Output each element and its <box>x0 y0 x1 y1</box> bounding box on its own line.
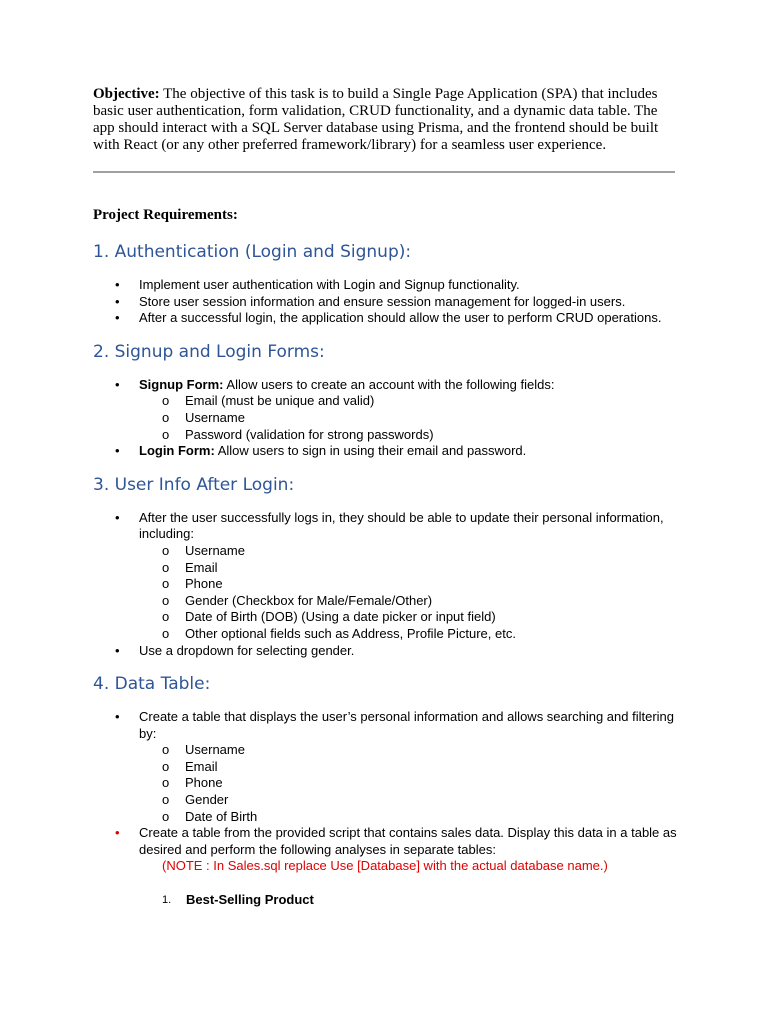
section-4-heading: 4. Data Table: <box>93 674 211 695</box>
circle-bullet-icon: o <box>162 393 170 409</box>
circle-bullet-icon: o <box>162 792 170 808</box>
bullet-icon: • <box>115 709 120 725</box>
section-3-list <box>93 510 677 543</box>
list-item: • Store user session information and ensure session management for logged-in users. <box>115 293 626 309</box>
section-2-list <box>93 377 677 394</box>
list-item: o Phone <box>162 576 223 592</box>
list-item: o Phone <box>162 775 223 791</box>
document-page <box>93 86 677 909</box>
section-1-list <box>93 277 677 327</box>
sales-list <box>93 825 677 858</box>
list-item: o Email (must be unique and valid) <box>162 393 375 409</box>
signup-form-label: Signup Form: <box>139 376 224 392</box>
login-list <box>93 443 677 460</box>
bullet-icon: • <box>115 642 120 658</box>
list-item: • Create a table that displays the user’s personal information and allows searching and filtering by: <box>115 709 674 741</box>
circle-bullet-icon: o <box>162 576 170 592</box>
red-bullet-icon: • <box>115 825 120 841</box>
bullet-icon: • <box>115 277 120 292</box>
objective-text: The objective of this task is to build a Single Page Application (SPA) that includes basic user authentication, form validation, CRUD functionality, and a dynamic data table. The app should interact with a SQL Server database using Prisma, and the frontend should be built with React (or any other preferred framework/library) for a seamless user experience. <box>93 86 659 153</box>
circle-bullet-icon: o <box>162 808 170 824</box>
section-1-heading: 1. Authentication (Login and Signup): <box>93 242 412 262</box>
list-item: o Date of Birth <box>162 808 258 824</box>
list-item: o Other optional fields such as Address, Profile Picture, etc. <box>162 625 516 641</box>
bullet-icon: • <box>115 293 120 309</box>
circle-bullet-icon: o <box>162 542 170 558</box>
circle-bullet-icon: o <box>162 742 170 758</box>
objective-label: Objective: <box>93 86 160 102</box>
list-item <box>93 892 677 909</box>
list-item: o Username <box>162 742 245 758</box>
circle-bullet-icon: o <box>162 625 170 641</box>
bullet-icon: • <box>115 376 120 392</box>
list-item: o Gender (Checkbox for Male/Female/Other) <box>162 592 433 608</box>
user-info-fields-list <box>93 543 677 643</box>
section-3-heading: 3. User Info After Login: <box>93 474 295 495</box>
analyses-list <box>93 892 677 909</box>
signup-fields-list <box>93 393 677 443</box>
circle-bullet-icon: o <box>162 592 170 608</box>
circle-bullet-icon: o <box>162 426 170 442</box>
list-item: o Email <box>162 559 218 575</box>
dropdown-list <box>93 643 677 660</box>
list-item: o Gender <box>162 792 229 808</box>
section-2-heading: 2. Signup and Login Forms: <box>93 341 325 362</box>
list-item: • After a successful login, the application should allow the user to perform CRUD operations. <box>115 310 662 326</box>
list-number: 1. <box>162 894 172 907</box>
list-item: • Login Form: Allow users to sign in using their email and password. <box>115 443 527 459</box>
horizontal-rule <box>93 171 675 173</box>
circle-bullet-icon: o <box>162 758 170 774</box>
sales-note: (NOTE : In Sales.sql replace Use [Database] with the actual database name.) <box>162 858 608 874</box>
login-form-label: Login Form: <box>139 443 215 459</box>
bullet-icon: • <box>115 443 120 459</box>
analysis-label: Best-Selling Product <box>186 892 314 908</box>
list-item: o Password (validation for strong passwords) <box>162 426 434 442</box>
list-item: o Date of Birth (DOB) (Using a date picker or input field) <box>162 609 496 625</box>
circle-bullet-icon: o <box>162 559 170 575</box>
circle-bullet-icon: o <box>162 609 170 625</box>
circle-bullet-icon: o <box>162 775 170 791</box>
list-item: o Username <box>162 542 245 558</box>
circle-bullet-icon: o <box>162 409 170 425</box>
section-4-list <box>93 709 677 742</box>
list-item: o Username <box>162 409 245 425</box>
list-item: o Email <box>162 758 218 774</box>
list-item: • Implement user authentication with Login and Signup functionality. <box>115 277 520 292</box>
list-item: • After the user successfully logs in, they should be able to update their personal information, including: <box>115 509 664 542</box>
list-item: • Use a dropdown for selecting gender. <box>115 642 355 658</box>
data-table-fields-list <box>93 742 677 825</box>
list-item: • Signup Form: Allow users to create an account with the following fields: <box>115 376 555 392</box>
requirements-title: Project Requirements: <box>93 207 238 223</box>
list-item: • Create a table from the provided script that contains sales data. Display this data in a table as desired and perform the following analyses in separate tables: <box>115 825 677 857</box>
objective-paragraph <box>93 86 677 154</box>
bullet-icon: • <box>115 509 120 525</box>
bullet-icon: • <box>115 310 120 326</box>
